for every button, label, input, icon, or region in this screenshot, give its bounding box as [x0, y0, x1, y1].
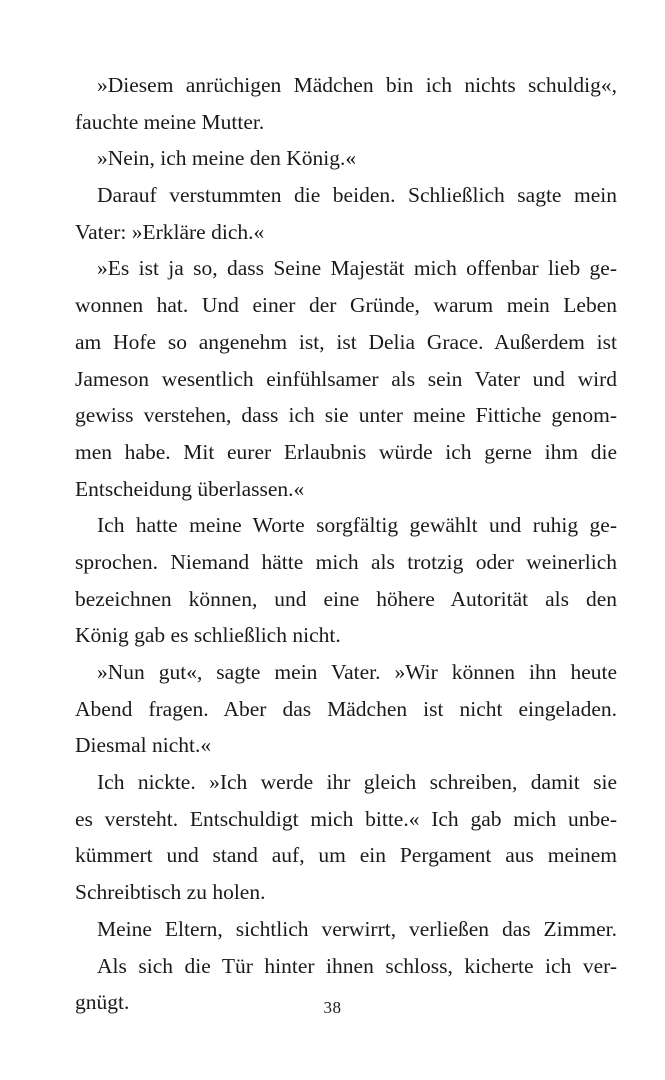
text-line: Jameson wesentlich einfühlsamer als sein Vater und wird	[75, 366, 617, 391]
text-line: gnügt.	[75, 990, 130, 1015]
text-line: Vater: »Erkläre dich.«	[75, 219, 265, 244]
text-line: Meine Eltern, sichtlich verwirrt, verließen das Zimmer.	[97, 916, 617, 941]
text-line: kümmert und stand auf, um ein Pergament aus meinem	[75, 843, 617, 868]
text-line: »Es ist ja so, dass Seine Majestät mich offenbar lieb ge-	[97, 256, 617, 281]
book-page-text	[75, 67, 617, 1021]
text-line: König gab es schließlich nicht.	[75, 623, 341, 648]
text-line: Diesmal nicht.«	[75, 733, 212, 758]
text-line: gewiss verstehen, dass ich sie unter meine Fittiche genom-	[75, 403, 617, 428]
text-line: sprochen. Niemand hätte mich als trotzig oder weinerlich	[75, 549, 617, 574]
text-line: »Diesem anrüchigen Mädchen bin ich nichts schuldig«,	[97, 73, 617, 97]
text-line: men habe. Mit eurer Erlaubnis würde ich gerne ihm die	[75, 439, 617, 464]
text-line: Abend fragen. Aber das Mädchen ist nicht eingeladen.	[75, 696, 617, 721]
text-line: Schreibtisch zu holen.	[75, 880, 266, 905]
text-line: es versteht. Entschuldigt mich bitte.« Ich gab mich unbe-	[75, 806, 617, 831]
text-line: Ich hatte meine Worte sorgfältig gewählt und ruhig ge-	[97, 513, 617, 538]
text-line: fauchte meine Mutter.	[75, 109, 265, 134]
text-line: Ich nickte. »Ich werde ihr gleich schreiben, damit sie	[97, 770, 617, 795]
text-line: Als sich die Tür hinter ihnen schloss, kicherte ich ver-	[97, 953, 617, 978]
text-line: »Nun gut«, sagte mein Vater. »Wir können ihn heute	[97, 660, 617, 684]
text-line: am Hofe so angenehm ist, ist Delia Grace. Außerdem ist	[75, 329, 617, 354]
text-line: Darauf verstummten die beiden. Schließlich sagte mein	[97, 183, 617, 208]
text-line: wonnen hat. Und einer der Gründe, warum mein Leben	[75, 293, 617, 318]
text-line: »Nein, ich meine den König.«	[97, 146, 357, 171]
page-number: 38	[323, 998, 342, 1017]
text-line: bezeichnen können, und eine höhere Autorität als den	[75, 586, 617, 611]
text-line: Entscheidung überlassen.«	[75, 476, 305, 501]
